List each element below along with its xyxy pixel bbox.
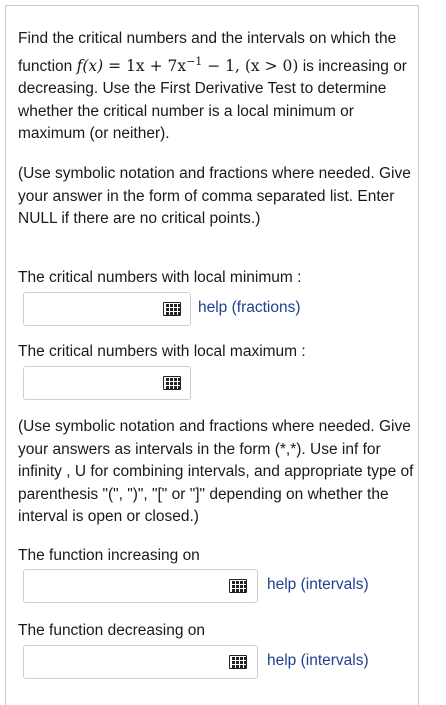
question-intro-after: is increasing or decreasing. Use the First Derivative Test to determine whether the critical number is a local minimum or maximum (or neither). [18,57,407,143]
function-rhs-b: − 1, (x > 0) [202,56,299,75]
function-lhs: f(x) [76,56,104,75]
local-max-field[interactable] [23,366,191,400]
critical-instructions: (Use symbolic notation and fractions where needed. Give your answer in the form of comma separated list. Enter NULL if there are no critical points.) [18,165,411,227]
interval-instructions: (Use symbolic notation and fractions where needed. Give your answers as intervals in the form (*,*). Use inf for infinity , U for combining intervals, and appropriate type of parenthesis "(", ")", "[" or "]" depending on whether the interval is open or closed.) [18,418,414,525]
decreasing-label: The function decreasing on [18,622,205,639]
keyboard-icon[interactable] [229,579,247,593]
help-fractions-link[interactable]: help (fractions) [198,299,301,316]
increasing-input[interactable] [24,570,257,602]
function-exponent: −1 [186,54,203,68]
help-intervals-link[interactable]: help (intervals) [267,652,369,669]
keyboard-icon[interactable] [229,655,247,669]
function-formula [76,54,299,75]
local-max-label: The critical numbers with local maximum : [18,343,306,360]
increasing-label: The function increasing on [18,547,200,564]
keyboard-icon[interactable] [163,302,181,316]
question-text [18,28,414,146]
keyboard-icon[interactable] [163,376,181,390]
increasing-field[interactable] [23,569,258,603]
question-panel [5,5,419,705]
local-min-label: The critical numbers with local minimum : [18,269,302,286]
decreasing-field[interactable] [23,645,258,679]
question-intro: Find the critical numbers and the intervals on which the function [18,30,397,75]
function-rhs-a: = 1x + 7x [108,56,187,75]
decreasing-input[interactable] [24,646,257,678]
help-intervals-link[interactable]: help (intervals) [267,576,369,593]
local-min-field[interactable] [23,292,191,326]
